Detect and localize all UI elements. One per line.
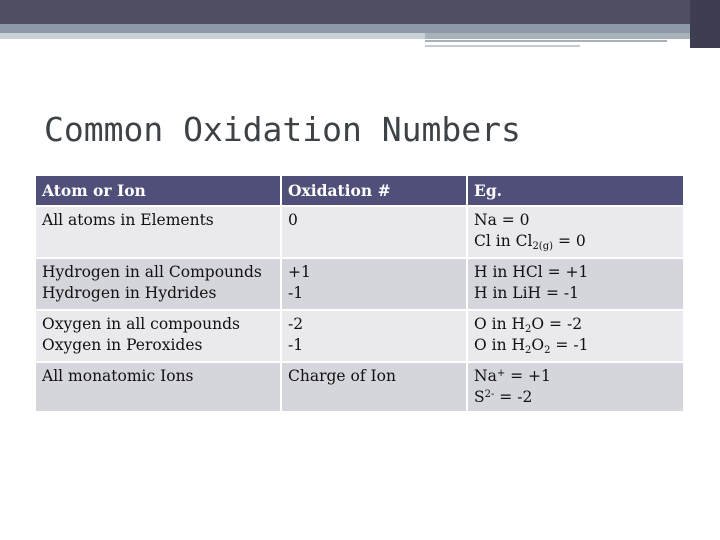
cell-atom: Oxygen in all compounds Oxygen in Peroxides xyxy=(36,310,281,362)
oxidation-table xyxy=(36,176,685,413)
header-rule-short xyxy=(425,45,580,47)
slide-title: Common Oxidation Numbers xyxy=(44,110,521,149)
cell-example: H in HCl = +1 H in LiH = -1 xyxy=(467,258,684,310)
header-example: Eg. xyxy=(467,176,684,206)
table-row xyxy=(36,206,684,258)
example-ion: Na+ = +1 xyxy=(474,367,551,385)
header-band-accent xyxy=(425,33,690,39)
cell-oxidation: -2 -1 xyxy=(281,310,467,362)
example-ion: $S^{2-} = -2$ xyxy=(474,388,533,406)
example-formula: O in $H_2O = -2$ xyxy=(474,315,583,335)
cell-atom: All monatomic Ions xyxy=(36,362,281,412)
cell-example xyxy=(467,362,684,412)
example-formula: Cl in $Cl_{2(g)} = 0$ xyxy=(474,232,586,252)
cell-oxidation: +1 -1 xyxy=(281,258,467,310)
header-atom-or-ion: Atom or Ion xyxy=(36,176,281,206)
table-header-row xyxy=(36,176,684,206)
header-band-mid xyxy=(0,24,690,33)
cell-atom: All atoms in Elements xyxy=(36,206,281,258)
header-rule-long xyxy=(425,40,667,42)
table-row xyxy=(36,362,684,412)
header-oxidation-number: Oxidation # xyxy=(281,176,467,206)
cell-oxidation: Charge of Ion xyxy=(281,362,467,412)
cell-example: Na = 0 Cl in $Cl_{2(g)} = 0$ xyxy=(467,206,684,258)
header-band-dark xyxy=(0,0,720,24)
example-formula: O in $H_2O_2 = -1$ xyxy=(474,336,589,356)
cell-example xyxy=(467,310,684,362)
table-row xyxy=(36,258,684,310)
cell-oxidation: 0 xyxy=(281,206,467,258)
header-band-corner xyxy=(690,0,720,48)
cell-atom: Hydrogen in all Compounds Hydrogen in Hydrides xyxy=(36,258,281,310)
table-row xyxy=(36,310,684,362)
